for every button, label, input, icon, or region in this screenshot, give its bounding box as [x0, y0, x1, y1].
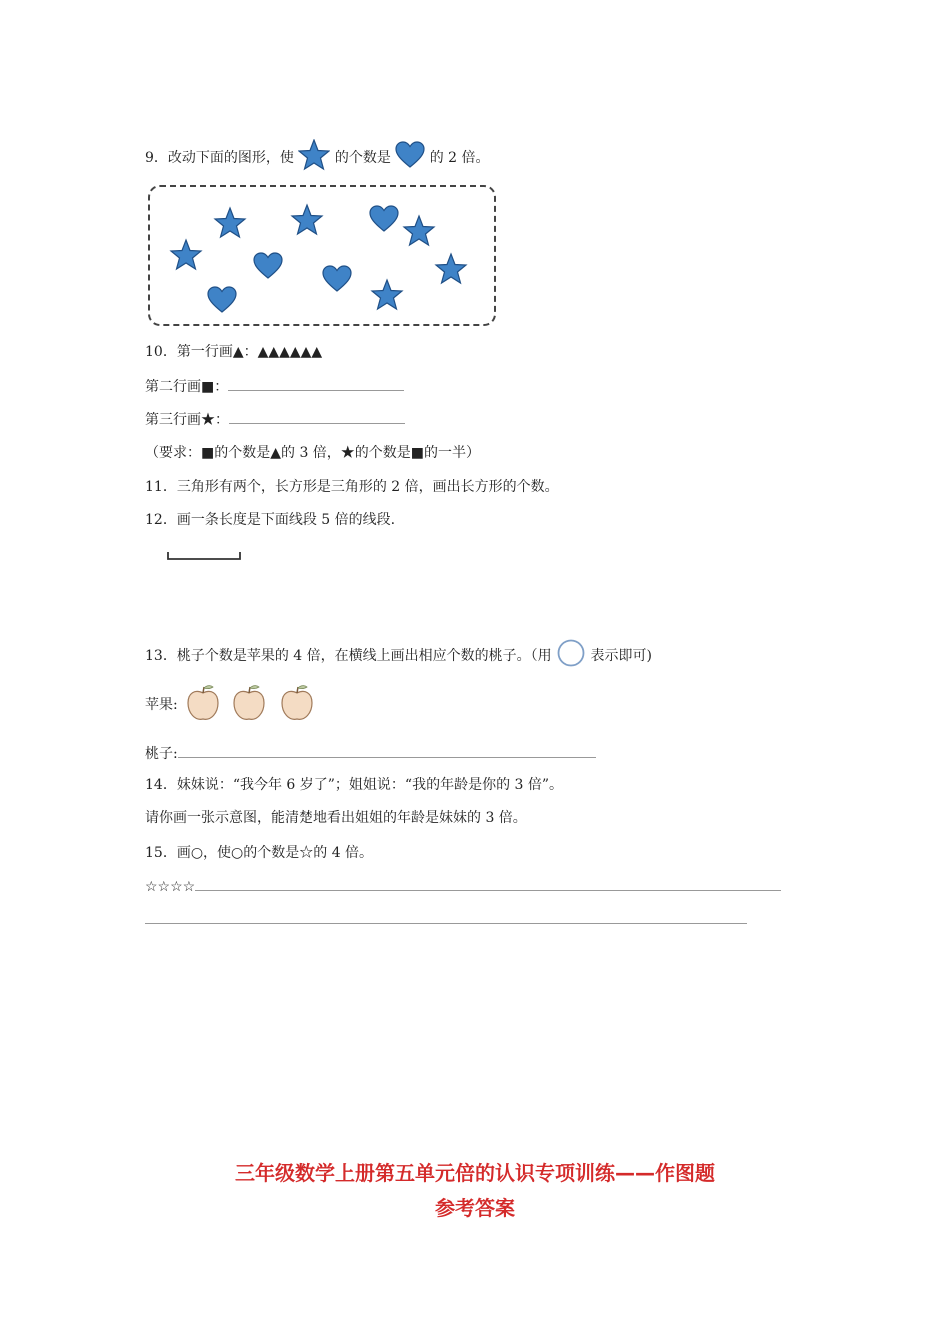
- q15-stars: ☆☆☆☆: [145, 879, 196, 895]
- apple-icon: [234, 686, 264, 720]
- panel-heart-icon: [208, 287, 236, 312]
- answer-blank[interactable]: [228, 376, 404, 391]
- q10-line2-label: 第二行画■：: [145, 379, 229, 395]
- peaches-label: 桃子:: [145, 746, 178, 762]
- q10-requirement: （要求：■的个数是▲的 3 倍，★的个数是■的一半）: [145, 445, 481, 461]
- q10-line1: 10．第一行画▲：▲▲▲▲▲▲: [145, 344, 323, 360]
- answer-title: 三年级数学上册第五单元倍的认识专项训练——作图题: [235, 1161, 715, 1185]
- answer-blank[interactable]: [178, 743, 596, 758]
- q14-line1: 14．妹妹说：“我今年 6 岁了”；姐姐说：“我的年龄是你的 3 倍”。: [145, 777, 564, 793]
- q13-text: 13．桃子个数是苹果的 4 倍，在横线上画出相应个数的桃子。（用: [145, 648, 552, 664]
- question-12: 12．画一条长度是下面线段 5 倍的线段.: [145, 512, 396, 528]
- panel-heart-icon: [323, 266, 351, 291]
- q15-answer-line: [145, 876, 781, 897]
- q14-line2: 请你画一张示意图，能清楚地看出姐姐的年龄是妹妹的 3 倍。: [145, 810, 527, 826]
- q9-mid: 的个数是: [334, 150, 391, 166]
- shapes-panel: [148, 185, 496, 326]
- peaches-line: [145, 743, 596, 764]
- question-13: [145, 638, 652, 674]
- panel-heart-icon: [370, 206, 398, 231]
- panel-star-icon: [171, 240, 201, 269]
- panel-star-icon: [372, 280, 402, 309]
- circle-icon: [556, 638, 586, 674]
- heart-icon: [395, 141, 425, 175]
- apples-row: [184, 682, 324, 722]
- answer-subtitle: 参考答案: [435, 1196, 515, 1220]
- q10-line2: [145, 376, 404, 397]
- apple-icon: [188, 686, 218, 720]
- panel-star-icon: [404, 216, 434, 245]
- question-15: 15．画○，使○的个数是☆的 4 倍。: [145, 845, 374, 861]
- q13-suffix: 表示即可): [590, 648, 652, 664]
- star-icon: [298, 139, 330, 177]
- q9-prefix: 9．改动下面的图形，使: [145, 150, 294, 166]
- answer-blank[interactable]: [229, 409, 405, 424]
- panel-heart-icon: [254, 253, 282, 278]
- question-11: 11．三角形有两个，长方形是三角形的 2 倍，画出长方形的个数。: [145, 479, 559, 495]
- answer-blank[interactable]: [145, 923, 747, 924]
- apples-label: 苹果:: [145, 697, 178, 713]
- q10-line3: [145, 409, 405, 430]
- panel-star-icon: [215, 208, 245, 237]
- apple-icon: [282, 686, 312, 720]
- q10-line3-label: 第三行画★：: [145, 412, 229, 428]
- segment-icon: [167, 551, 242, 561]
- panel-star-icon: [436, 254, 466, 283]
- q9-suffix: 的 2 倍。: [429, 150, 490, 166]
- panel-star-icon: [292, 205, 322, 234]
- question-9: [145, 139, 490, 177]
- answer-blank[interactable]: [195, 876, 781, 891]
